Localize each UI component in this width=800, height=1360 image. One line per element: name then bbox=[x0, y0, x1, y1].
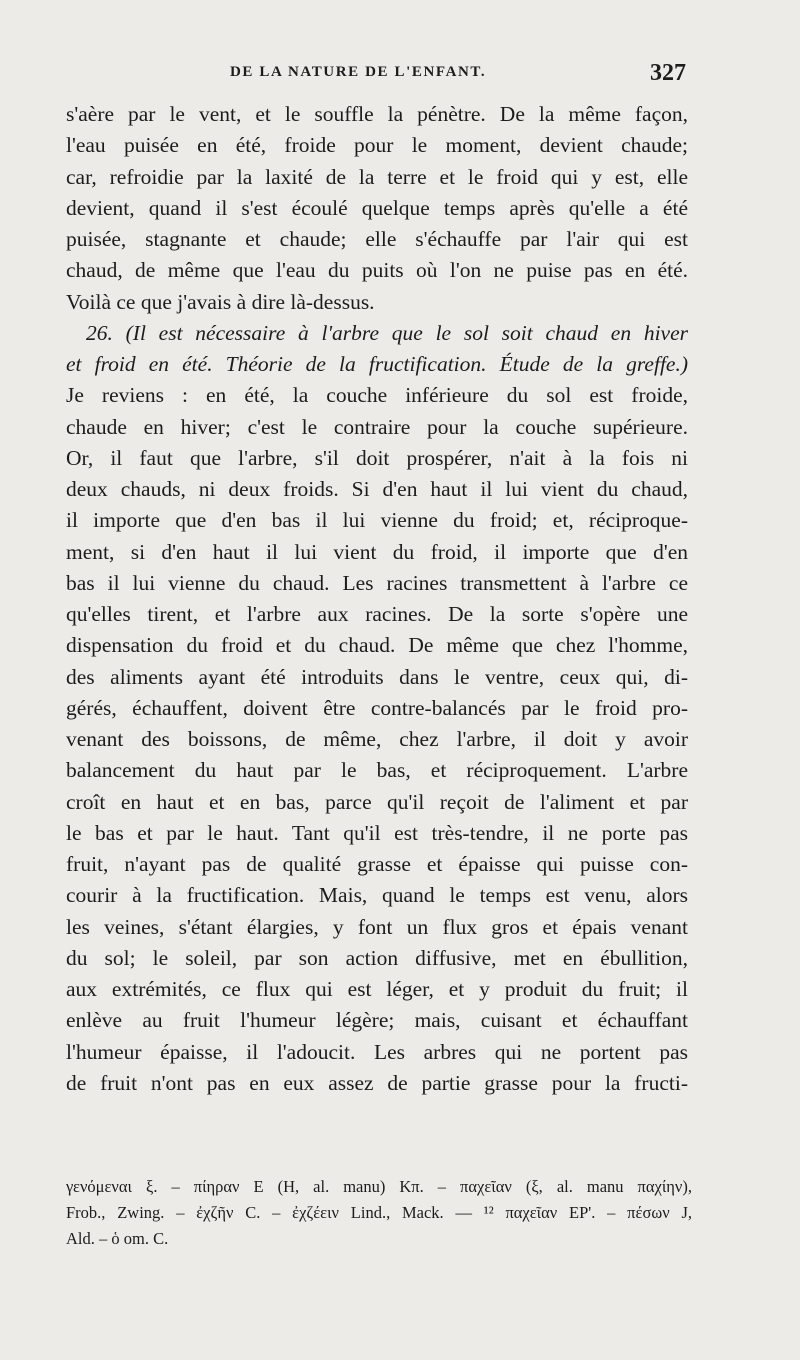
text-line: enlève au fruit l'humeur légère; mais, cuisant et échauffant bbox=[66, 1008, 688, 1033]
text-line: du sol; le soleil, par son action diffusive, met en ébullition, bbox=[66, 945, 688, 970]
footnote-line: Ald. – ὁ om. C. bbox=[66, 1229, 169, 1248]
text-line: ment, si d'en haut il lui vient du froid, il importe que d'en bbox=[66, 539, 688, 564]
footnote-line: Frob., Zwing. – ἐχζῆν C. – ἐχζέειν Lind., Mack. — ¹² παχεῖαν EP'. – πέσων J, bbox=[66, 1203, 692, 1222]
text-line: puisée, stagnante et chaude; elle s'échauffe par l'air qui est bbox=[66, 227, 688, 251]
text-line: fruit, n'ayant pas de qualité grasse et épaisse qui puisse con- bbox=[66, 852, 688, 876]
text-line: qu'elles tirent, et l'arbre aux racines. De la sorte s'opère une bbox=[66, 602, 688, 626]
text-line: il importe que d'en bas il lui vienne du froid; et, réciproque- bbox=[66, 508, 688, 533]
text-line: l'eau puisée en été, froide pour le moment, devient chaude; bbox=[66, 133, 688, 158]
text-line: s'aère par le vent, et le souffle la pénètre. De la même façon, bbox=[66, 102, 688, 126]
text-line: chaud, de même que l'eau du puits où l'on ne puise pas en été. bbox=[66, 258, 688, 283]
running-title: DE LA NATURE DE L'ENFANT. bbox=[230, 64, 487, 80]
text-line: deux chauds, ni deux froids. Si d'en haut il lui vient du chaud, bbox=[66, 477, 688, 501]
text-line: Je reviens : en été, la couche inférieure du sol est froide, bbox=[66, 383, 688, 408]
text-line: dispensation du froid et du chaud. De même que chez l'homme, bbox=[66, 633, 688, 658]
footnote-line: γενόμεναι ξ. – πίηραν E (H, al. manu) Kπ. – παχεῖαν (ξ, al. manu παχίην), bbox=[66, 1177, 692, 1196]
text-line: croît en haut et en bas, parce qu'il reçoit de l'aliment et par bbox=[66, 789, 688, 814]
text-line: bas il lui vienne du chaud. Les racines transmettent à l'arbre ce bbox=[66, 570, 688, 595]
text-line: chaude en hiver; c'est le contraire pour la couche supérieure. bbox=[66, 414, 688, 439]
text-line: de fruit n'ont pas en eux assez de partie grasse pour la fructi- bbox=[66, 1070, 688, 1095]
text-line: des aliments ayant été introduits dans le ventre, ceux qui, di- bbox=[66, 664, 688, 689]
section-heading-line: et froid en été. Théorie de la fructification. Étude de la greffe.) bbox=[66, 352, 688, 376]
text-line: aux extrémités, ce flux qui est léger, et y produit du fruit; il bbox=[66, 977, 688, 1001]
text-line: venant des boissons, de même, chez l'arbre, il doit y avoir bbox=[66, 727, 688, 751]
text-line: balancement du haut par le bas, et réciproquement. L'arbre bbox=[66, 758, 688, 783]
text-line: l'humeur épaisse, il l'adoucit. Les arbres qui ne portent pas bbox=[66, 1039, 688, 1064]
text-line: Or, il faut que l'arbre, s'il doit prospérer, n'ait à la fois ni bbox=[66, 445, 688, 470]
section-heading-line: 26. (Il est nécessaire à l'arbre que le sol soit chaud en hiver bbox=[86, 320, 688, 345]
text-line: Voilà ce que j'avais à dire là-dessus. bbox=[66, 289, 375, 314]
page-number: 327 bbox=[650, 60, 686, 86]
text-line: le bas et par le haut. Tant qu'il est très-tendre, il ne porte pas bbox=[66, 820, 688, 845]
footnotes bbox=[66, 1174, 692, 1252]
text-line: devient, quand il s'est écoulé quelque temps après qu'elle a été bbox=[66, 195, 688, 220]
text-line: les veines, s'étant élargies, y font un flux gros et épais venant bbox=[66, 914, 688, 939]
page-header bbox=[68, 62, 688, 88]
main-text bbox=[66, 99, 688, 1099]
text-line: gérés, échauffent, doivent être contre-balancés par le froid pro- bbox=[66, 695, 688, 720]
text-line: courir à la fructification. Mais, quand le temps est venu, alors bbox=[66, 883, 688, 908]
text-line: car, refroidie par la laxité de la terre et le froid qui y est, elle bbox=[66, 164, 688, 189]
